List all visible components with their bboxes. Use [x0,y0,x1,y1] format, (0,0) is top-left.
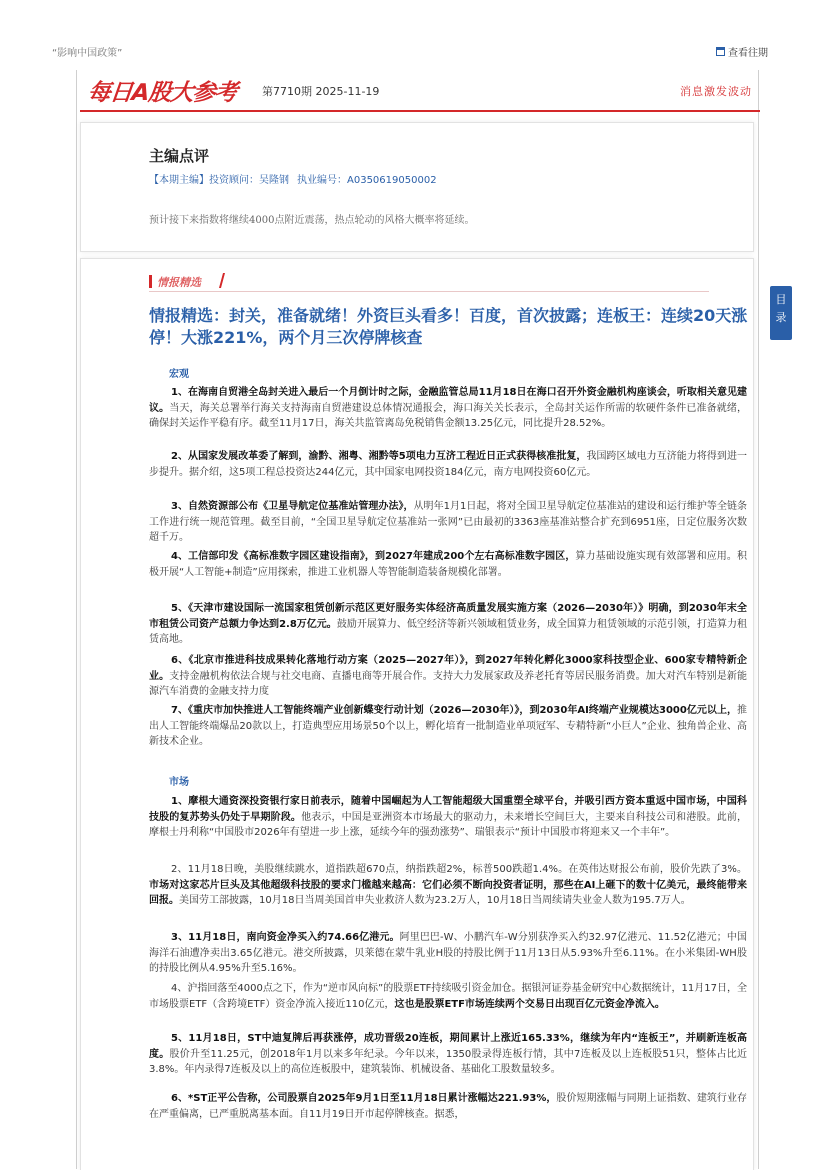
macro-item-highlight: 2、从国家发展改革委了解到，渝黔、湘粤、湘黔等5项电力互济工程近日正式获得核准批复， [171,451,587,462]
macro-item-highlight: 6、《北京市推进科技成果转化落地行动方案（2025—2027年）》，到2027年转化孵化3000家科技型企业、600家专精特新企业。 [149,655,747,682]
market-heading: 市场 [169,777,189,788]
macro-item-highlight: 7、《重庆市加快推进人工智能终端产业创新蝶变行动计划（2026—2030年）》，到2030年AI终端产业规模达3000亿元以上， [171,705,737,716]
macro-item-text: 当天，海关总署举行海关支持海南自贸港建设总体情况通报会，海口海关关长表示，全岛封关运作所需的软硬件条件已准备就绪，确保封关运作平稳有序。截至11月17日，海关共监管离岛免税销售金额13.25亿元，同比提升28.52%。 [149,402,748,429]
editor-comment-panel [80,122,754,252]
macro-item-text: 推出人工智能终端爆品20款以上，打造典型应用场景50个以上，孵化培育一批制造业单项冠军、专精特新“小巨人”企业、独角兽企业、高新技术企业。 [149,705,747,747]
market-item-highlight: 市场对这家芯片巨头及其他超级科技股的要求门槛越来越高：它们必须不断向投资者证明，那些在AI上砸下的数十亿美元，最终能带来回报。 [149,879,747,906]
macro-item [149,703,747,750]
market-item-text: 股价短期涨幅与同期上证指数、建筑行业存在严重偏离，已严重脱离基本面。自11月19日开市起停牌核查。据悉， [149,1093,747,1120]
issue-info: 第7710期 2025-11-19 [262,85,380,98]
market-item-highlight: 这也是股票ETF市场连续两个交易日出现百亿元资金净流入。 [394,998,665,1010]
editor-title: 主编点评 [149,147,210,165]
section-tag [149,273,709,289]
market-item [149,1031,747,1078]
market-item-highlight: 6、*ST正平公告称，公司股票自2025年9月1日至11月18日累计涨幅达221.93%， [171,1093,557,1104]
editor-comment: 预计接下来指数将继续4000点附近震荡，热点轮动的风格大概率将延续。 [149,215,475,226]
editor-advisor: 投资顾问：吴隆钢 [209,175,289,186]
macro-item [149,449,747,480]
tagline: “影响中国政策” [52,48,123,59]
macro-item-text: 算力基础设施实现有效部署和应用。积极开展“人工智能+制造”应用探索，推进工业机器人等智能制造装备规模化部署。 [149,551,748,578]
macro-item [149,499,747,546]
left-border-line [76,70,77,1169]
macro-item-text: 鼓励开展算力、低空经济等新兴领域租赁业务，成全国算力租赁领域的示范引领，打造算力租赁高地。 [149,618,748,645]
macro-item-highlight: 4、工信部印发《高标准数字园区建设指南》，到2027年建成200个左右高标准数字园区， [171,551,576,562]
calendar-icon [716,47,725,56]
intel-panel [80,258,754,1170]
market-item [149,981,747,1012]
macro-item-highlight: 3、自然资源部公布《卫星导航定位基准站管理办法》， [171,501,414,512]
market-item-highlight: 3、11月18日，南向资金净买入约74.66亿港元。 [171,932,400,943]
macro-item [149,549,747,580]
macro-item-highlight: 5、《天津市建设国际一流国家租赁创新示范区更好服务实体经济高质量发展实施方案（2026—2030年）》明确，到2030年末全市租赁公司资产总额力争达到2.8万亿元。 [149,603,747,630]
section-underline [149,291,709,292]
macro-item [149,385,747,432]
macro-item [149,601,747,648]
market-item-text: 他表示，中国是亚洲资本市场最大的驱动力，未来增长空间巨大，主要来自科技公司和港股。此前，摩根士丹利称“中国股市2026年有望进一步上涨，延续今年的强劲涨势”、瑞银表示“预计中国股市将迎来又一个丰年”。 [149,811,748,838]
market-item-lead: 2、11月18日晚，美股继续跳水，道指跌超670点，纳指跌超2%，标普500跌超1.4%。在英伟达财报公布前，股价先跌了3%。 [171,864,747,875]
top-bar [0,0,826,60]
market-item-text: 股价升至11.25元，创2018年1月以来多年纪录。今年以来，1350股录得连板行情，其中7连板及以上连板股51只，整体占比近3.8%。年内录得7连板及以上的高位连板股中，建筑装饰、机械设备、基础化工股数量较多。 [149,1048,747,1075]
market-item [149,1091,747,1122]
editor-license: 执业编号：A0350619050002 [297,175,437,186]
toc-tab[interactable]: 目 录 [770,286,792,340]
headline: 情报精选：封关，准备就绪！外资巨头看多！百度，首次披露；连板王：连续20天涨停！大涨221%，两个月三次停牌核查 [149,306,748,347]
editor-meta-tag: 【本期主编】 [149,175,209,186]
section-tag-label: 情报精选 [157,276,201,289]
market-item [149,794,747,841]
history-label: 查看往期 [728,48,768,59]
market-item [149,930,747,977]
editor-meta [149,171,445,186]
market-item-lead: 4、沪指回落至4000点之下，作为“逆市风向标”的股票ETF持续吸引资金加仓。据银河证券基金研究中心数据统计，11月17日，全市场股票ETF（含跨境ETF）资金净流入接近110亿元， [149,983,747,1010]
brand-logo: 每日A股大参考 [86,80,238,106]
macro-heading: 宏观 [169,369,189,380]
masthead-divider [80,110,760,112]
right-border-line [758,70,759,1169]
section-tag-bar [149,275,152,288]
market-item-highlight: 5、11月18日，ST中迪复牌后再获涨停，成功晋级20连板，期间累计上涨近165.33%，继续为年内“连板王”，并刷新连板高度。 [149,1033,747,1060]
macro-item-text: 我国跨区域电力互济能力将得到进一步提升。据介绍，这5项工程总投资达244亿元，其中国家电网投资184亿元，南方电网投资60亿元。 [149,451,747,478]
macro-item-highlight: 1、在海南自贸港全岛封关进入最后一个月倒计时之际，金融监管总局11月18日在海口召开外资金融机构座谈会，听取相关意见建议。 [149,387,747,414]
history-link[interactable] [716,44,768,59]
macro-item-text: 从明年1月1日起，将对全国卫星导航定位基准站的建设和运行维护等全链条工作进行统一规范管理。截至目前，“全国卫星导航定位基准站一张网”已由最初的3363座基准站整合扩充到6951座，日定位服务次数超千万。 [149,501,747,543]
market-item-text: 阿里巴巴-W、小鹏汽车-W分别获净买入约32.97亿港元、11.52亿港元；中国海洋石油遭净卖出3.65亿港元。港交所披露，贝莱德在蒙牛乳业H股的持股比例于11月13日从5.93%升至6.11%。在小米集团-WH股的持股比例从4.95%升至5.16%。 [149,932,748,974]
macro-item [149,653,747,700]
macro-item-text: 支持金融机构依法合规与社交电商、直播电商等开展合作。支持大力发展家政及养老托育等居民服务消费。加大对汽车特别是新能源汽车消费的金融支持力度 [149,670,748,697]
market-item-text: 美国劳工部披露，10月18日当周美国首申失业救济人数为23.2万人，10月18日当周续请失业金人数为195.7万人。 [179,895,691,906]
slogan: 消息激发波动 [680,85,752,98]
section-tag-slash [219,273,225,288]
masthead [80,70,760,110]
market-item [149,862,747,909]
market-item-highlight: 1、摩根大通资深投资银行家日前表示，随着中国崛起为人工智能超级大国重塑全球平台，并吸引西方资本重返中国市场，中国科技股的复苏势头仍处于早期阶段。 [149,796,747,823]
